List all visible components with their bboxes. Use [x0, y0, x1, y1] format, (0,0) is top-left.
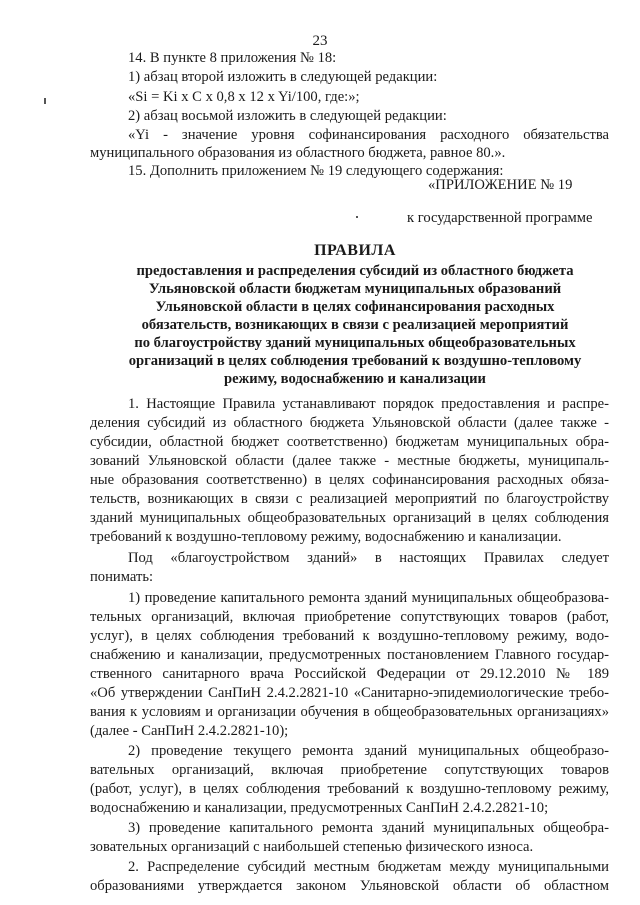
- body-line: (далее - СанПиН 2.4.2.2821-10);: [90, 723, 289, 739]
- subtitle-line: режиму, водоснабжению и канализации: [224, 371, 486, 387]
- subtitle-line: Ульяновской области в целях софинансирования расходных: [155, 299, 555, 315]
- body-line: услуг), в целях соблюдения требований к воздушно-тепловому режиму, водо-: [90, 628, 609, 644]
- body-line: 2. Распределение субсидий местным бюджетам между муниципальными: [128, 859, 609, 875]
- subtitle-line: обязательств, возникающих в связи с реализацией мероприятий: [141, 317, 569, 333]
- subtitle-line: организаций в целях соблюдения требований к воздушно-тепловому: [128, 353, 582, 369]
- body-line: «Об утверждении СанПиН 2.4.2.2821-10 «Санитарно-эпидемиологические требо-: [90, 685, 609, 701]
- body-line: образованиями утверждается законом Ульяновской области об областном: [90, 878, 609, 894]
- appendix-label: «ПРИЛОЖЕНИЕ № 19: [428, 177, 573, 193]
- body-line: Под «благоустройством зданий» в настоящих Правилах следует: [128, 550, 609, 566]
- body-line: зовательных организаций с наибольшей степенью физического износа.: [90, 839, 534, 855]
- body-line: тельств, возникающих в связи с реализацией мероприятий по благоустройству: [90, 491, 609, 507]
- amendment-yi-definition-cont: муниципального образования из областного бюджета, равное 80.».: [90, 145, 506, 161]
- body-line: 1. Настоящие Правила устанавливают порядок предоставления и распре-: [128, 396, 609, 412]
- subtitle-line: по благоустройству зданий муниципальных общеобразовательных: [134, 335, 576, 351]
- body-line: зований Ульяновской области (далее также - местные бюджеты, муниципаль-: [90, 453, 609, 469]
- amendment-item-15: 15. Дополнить приложением № 19 следующего содержания:: [128, 163, 504, 179]
- amendment-yi-definition: «Yi - значение уровня софинансирования расходного обязательства: [128, 127, 609, 143]
- subtitle-line: предоставления и распределения субсидий из областного бюджета: [136, 263, 574, 279]
- body-line: 3) проведение капитального ремонта зданий муниципальных общеобра-: [128, 820, 609, 836]
- appendix-program: к государственной программе: [407, 210, 593, 226]
- scan-speck: [356, 216, 358, 218]
- body-line: снабжению и канализации, предусмотренных постановлением Главного государ-: [90, 647, 609, 663]
- amendment-paragraph-2: 1) абзац второй изложить в следующей редакции:: [128, 69, 438, 85]
- body-line: требований к воздушно-тепловому режиму, водоснабжению и канализации.: [90, 529, 562, 545]
- body-line: 2) проведение текущего ремонта зданий муниципальных общеобразо-: [128, 743, 609, 759]
- document-title: ПРАВИЛА: [314, 242, 396, 259]
- body-line: ные образования соответственно) в целях софинансирования расходных обяза-: [90, 472, 609, 488]
- page-number: 23: [312, 33, 328, 49]
- body-line: вательных организаций, включая приобретение сопутствующих товаров: [90, 762, 609, 778]
- body-line: 1) проведение капитального ремонта зданий муниципальных общеобразова-: [128, 590, 609, 606]
- body-line: вания к условиям и организации обучения в общеобразовательных организациях»: [90, 704, 609, 720]
- subtitle-line: Ульяновской области бюджетам муниципальных образований: [148, 281, 562, 297]
- body-line: водоснабжению и канализации, предусмотренных СанПиН 2.4.2.2821-10;: [90, 800, 549, 816]
- body-line: деления субсидий из областного бюджета Ульяновской области (далее также -: [90, 415, 609, 431]
- body-line: ственного санитарного врача Российской Федерации от 29.12.2010 № 189: [90, 666, 609, 682]
- body-line: тельных организаций, включая приобретение сопутствующих товаров (работ,: [90, 609, 609, 625]
- scan-speck: [44, 98, 46, 104]
- amendment-paragraph-8: 2) абзац восьмой изложить в следующей редакции:: [128, 108, 447, 124]
- body-line: (работ, услуг), в целях соблюдения требований к воздушно-тепловому режиму,: [90, 781, 609, 797]
- amendment-formula: «Si = Ki x C x 0,8 x 12 x Yi/100, где:»;: [128, 89, 360, 105]
- body-line: субсидии, областной бюджет соответственно) бюджетам муниципальных обра-: [90, 434, 609, 450]
- body-line: зданий муниципальных общеобразовательных организаций в целях соблюдения: [90, 510, 609, 526]
- amendment-item-14: 14. В пункте 8 приложения № 18:: [128, 50, 337, 66]
- body-line: понимать:: [90, 569, 154, 585]
